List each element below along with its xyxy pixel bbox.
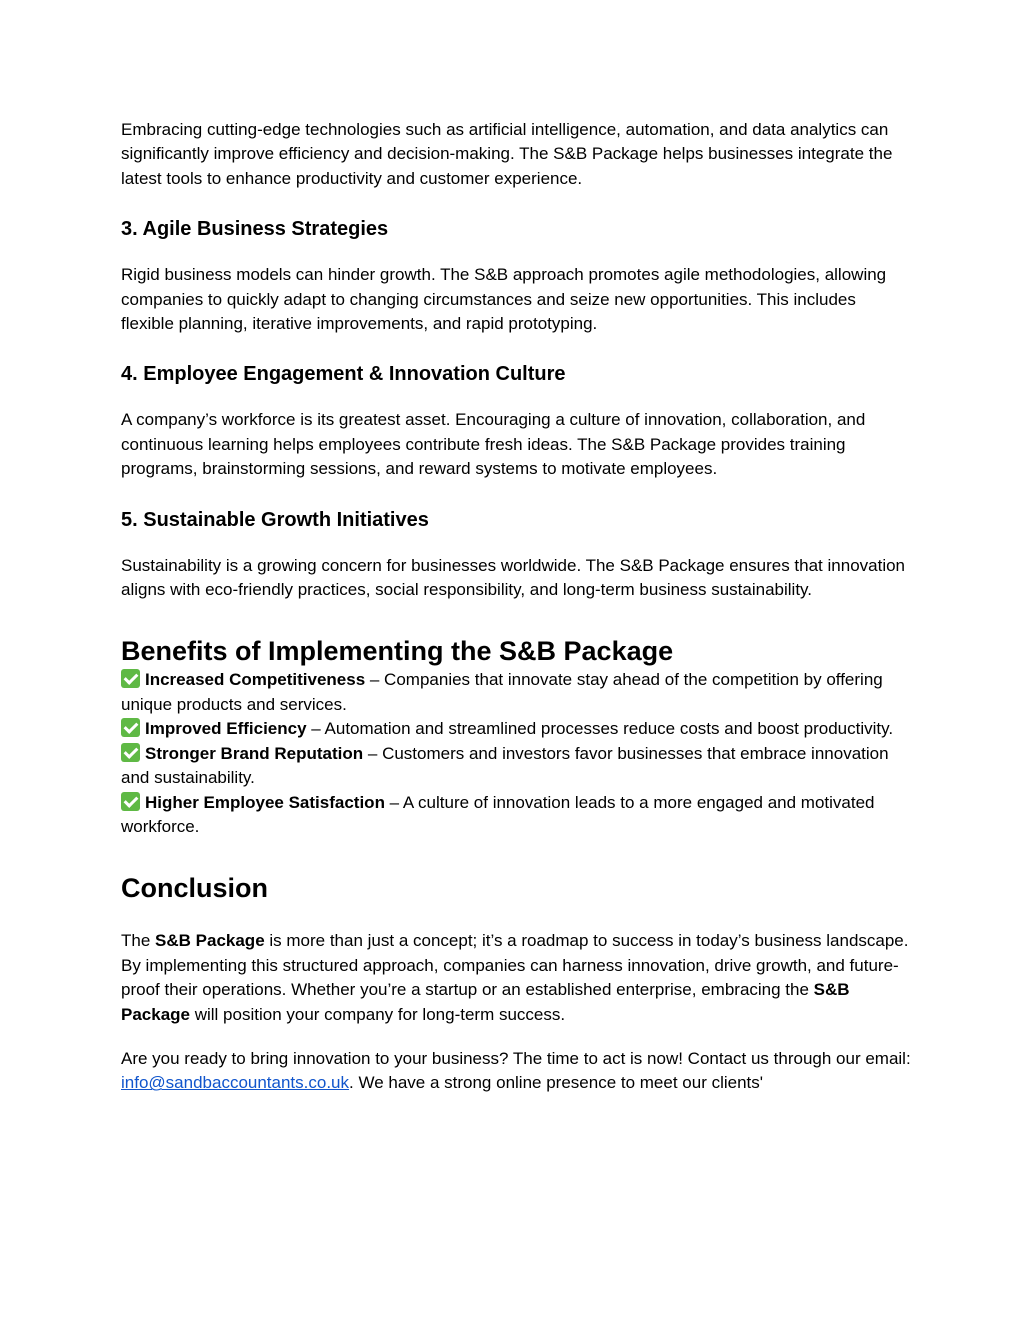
benefit-item [121, 742, 911, 791]
benefit-text: – Customers and investors favor businesses that embrace innovation and sustainability. [121, 743, 889, 788]
section-body-engagement: A company’s workforce is its greatest asset. Encouraging a culture of innovation, collaboration, and continuous learning helps employees contribute fresh ideas. The S&B Package provides training programs, brainstorming sessions, and reward systems to motivate employees. [121, 410, 866, 479]
conclusion-text: is more than just a concept; it’s a roadmap to success in today’s business landscape. By implementing this structured approach, companies can harness innovation, drive growth, and future-proof their operations. Whether you’re a startup or an established enterprise, embracing the [121, 931, 909, 1000]
benefit-title: Stronger Brand Reputation [145, 743, 364, 763]
conclusion-text: The [121, 931, 156, 951]
benefit-item [121, 717, 911, 741]
check-mark-icon [121, 792, 140, 811]
check-mark-icon [121, 718, 140, 737]
benefit-title: Higher Employee Satisfaction [145, 792, 385, 812]
benefit-text: – A culture of innovation leads to a more engaged and motivated workforce. [121, 792, 875, 836]
conclusion-heading: Conclusion [121, 873, 268, 904]
benefit-text: – Companies that innovate stay ahead of the competition by offering unique products and services. [121, 670, 883, 714]
benefit-item [121, 668, 911, 717]
section-heading-agile: 3. Agile Business Strategies [121, 218, 389, 241]
contact-text: Are you ready to bring innovation to your business? The time to act is now! Contact us through our email: [121, 1048, 911, 1068]
contact-paragraph [121, 1047, 911, 1096]
benefit-text: – Automation and streamlined processes reduce costs and boost productivity. [306, 719, 894, 739]
benefit-title: Improved Efficiency [145, 719, 307, 739]
section-body-sustainable: Sustainability is a growing concern for businesses worldwide. The S&B Package ensures that innovation aligns with eco-friendly practices, social responsibility, and long-term business sustainability. [121, 555, 906, 600]
section-body-agile: Rigid business models can hinder growth. The S&B approach promotes agile methodologies, allowing companies to quickly adapt to changing circumstances and seize new opportunities. This includes flexible planning, iterative improvements, and rapid prototyping. [121, 265, 887, 334]
conclusion-bold-package: S&B Package [121, 980, 850, 1024]
conclusion-paragraph [121, 929, 911, 1027]
benefits-list [121, 668, 911, 839]
intro-paragraph: Embracing cutting-edge technologies such as artificial intelligence, automation, and data analytics can significantly improve efficiency and decision-making. The S&B Package helps businesses integrate the latest tools to enhance productivity and customer experience. [121, 120, 893, 188]
conclusion-text: will position your company for long-term success. [190, 1004, 566, 1024]
conclusion-bold-package: S&B Package [155, 931, 265, 951]
section-heading-sustainable: 5. Sustainable Growth Initiatives [121, 508, 429, 531]
contact-text: . We have a strong online presence to meet our clients' [349, 1073, 764, 1093]
check-mark-icon [121, 669, 140, 688]
benefits-heading: Benefits of Implementing the S&B Package [121, 636, 674, 667]
benefit-title: Increased Competitiveness [145, 670, 366, 690]
benefit-item [121, 791, 911, 840]
section-heading-engagement: 4. Employee Engagement & Innovation Culture [121, 363, 566, 386]
check-mark-icon [121, 743, 140, 762]
email-link[interactable]: info@sandbaccountants.co.uk [121, 1073, 350, 1093]
document-page [121, 118, 911, 1096]
